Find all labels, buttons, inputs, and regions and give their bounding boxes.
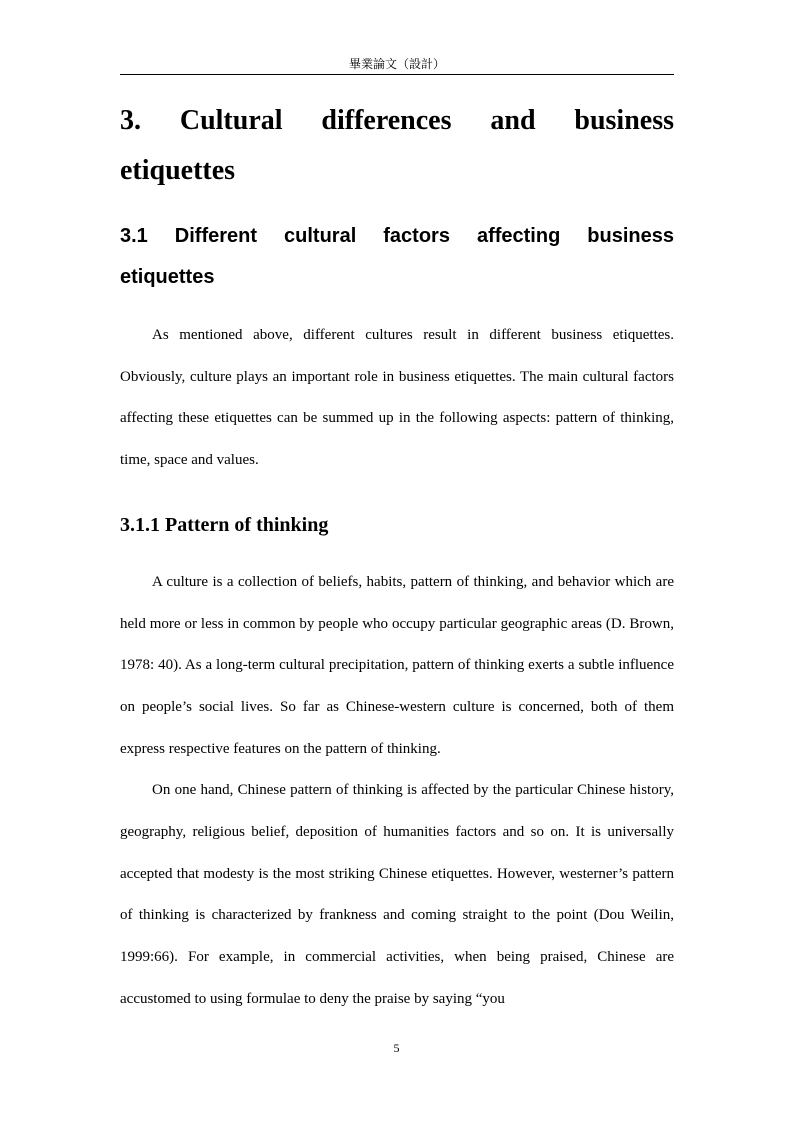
section-heading-line1: 3.1 Different cultural factors affecting business	[120, 225, 674, 247]
running-header: 畢業論文（設計）	[120, 56, 674, 75]
body-paragraph-1: A culture is a collection of beliefs, habits, pattern of thinking, and behavior which are held more or less in common by people who occupy particular geographic areas (D. Brown, 1978: 40). As a long-term cultural precipitation, pattern of thinking exerts a subtle influence on people’s social lives. So far as Chinese-western culture is concerned, both of them express respective features on the pattern of thinking.	[120, 573, 674, 757]
page-number: 5	[393, 1041, 400, 1055]
body-paragraph-2: On one hand, Chinese pattern of thinking is affected by the particular Chinese history, geography, religious belief, deposition of humanities factors and so on. It is universally accepted that modesty is the most striking Chinese etiquettes. However, westerner’s pattern of thinking is characterized by frankness and coming straight to the point (Dou Weilin, 1999:66). For example, in commercial activities, when being praised, Chinese are accustomed to using formulae to deny the praise by saying “you	[120, 782, 674, 1007]
section-heading	[120, 216, 674, 298]
section-paragraph: As mentioned above, different cultures result in different business etiquettes. Obviously, culture plays an important role in business etiquettes. The main cultural factors affecting these etiquettes can be summed up in the following aspects: pattern of thinking, time, space and values.	[120, 327, 674, 469]
chapter-heading-line2: etiquettes	[120, 155, 236, 186]
chapter-heading	[120, 96, 674, 196]
section-heading-line2: etiquettes	[120, 266, 215, 288]
chapter-heading-line1: 3. Cultural differences and business	[120, 105, 674, 136]
page-content	[120, 96, 674, 1021]
subsection-heading: 3.1.1 Pattern of thinking	[120, 513, 329, 536]
